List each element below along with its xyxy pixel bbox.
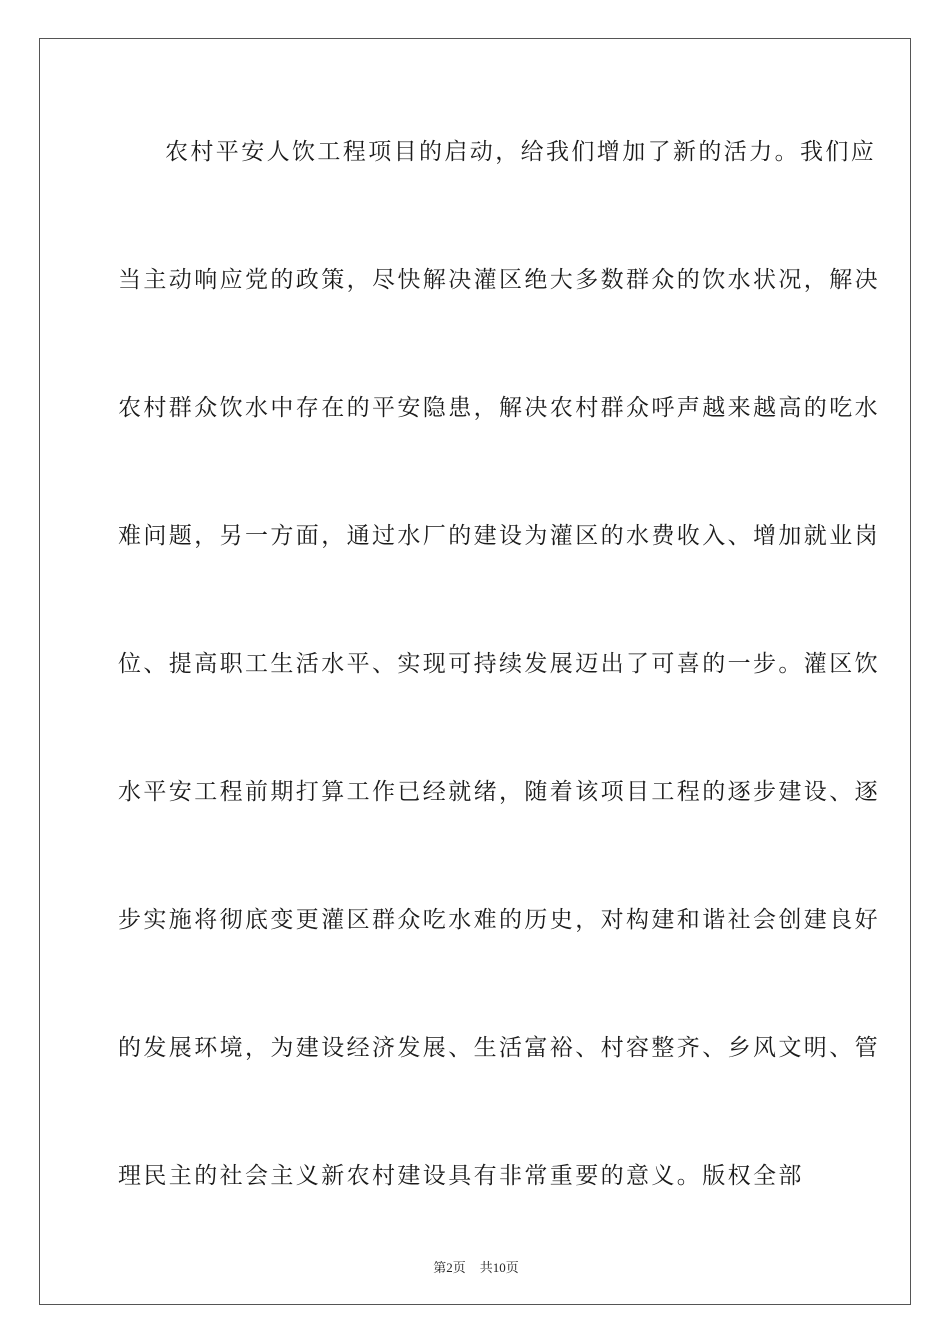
text-line: 难问题，另一方面，通过水厂的建设为灌区的水费收入、增加就业岗 — [118, 523, 880, 549]
text-line: 位、提高职工生活水平、实现可持续发展迈出了可喜的一步。灌区饮 — [118, 651, 880, 677]
page-frame — [39, 38, 911, 1305]
page-total: 共10页 — [479, 1260, 519, 1275]
text-line: 当主动响应党的政策，尽快解决灌区绝大多数群众的饮水状况，解决 — [118, 267, 880, 293]
page-footer — [40, 1257, 912, 1276]
text-line: 的发展环境，为建设经济发展、生活富裕、村容整齐、乡风文明、管 — [118, 1035, 880, 1061]
text-line: 农村群众饮水中存在的平安隐患，解决农村群众呼声越来越高的吃水 — [118, 395, 880, 421]
body-paragraph — [118, 129, 911, 1281]
text-line: 水平安工程前期打算工作已经就绪，随着该项目工程的逐步建设、逐 — [118, 779, 880, 805]
page-number: 第2页 — [433, 1260, 466, 1275]
text-line: 理民主的社会主义新农村建设具有非常重要的意义。版权全部 — [118, 1163, 804, 1189]
text-line: 步实施将彻底变更灌区群众吃水难的历史，对构建和谐社会创建良好 — [118, 907, 880, 933]
text-line: 农村平安人饮工程项目的启动，给我们增加了新的活力。我们应 — [165, 139, 877, 165]
